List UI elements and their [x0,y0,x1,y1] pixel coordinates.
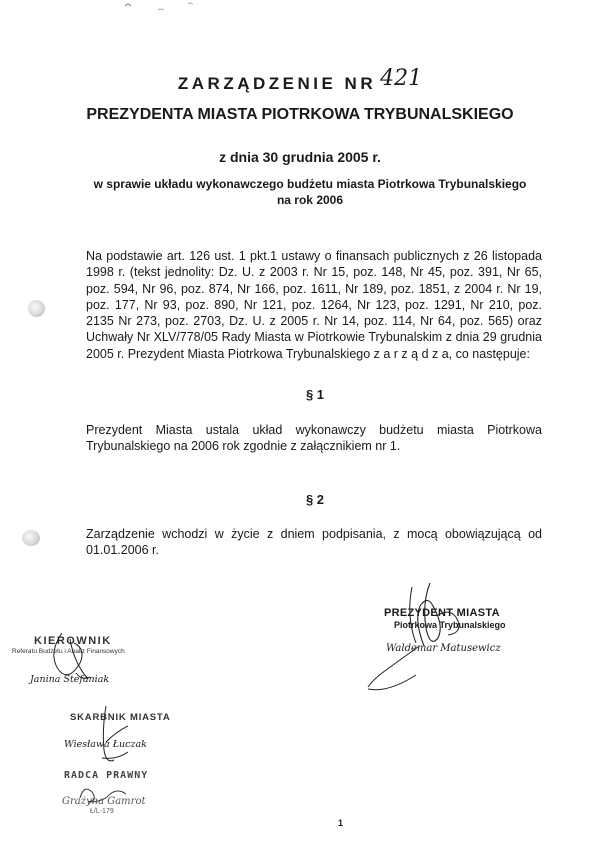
counsel-signature [70,778,140,808]
head-stamp-department: Referatu Budżetu i Analiz Finansowych [12,648,125,655]
section-1-paragraph: Prezydent Miasta ustala układ wykonawczy budżetu miasta Piotrkowa Trybunalskiego na 2006 rok zgodnie z załącznikiem nr 1. [86,423,542,454]
head-signature [40,625,120,695]
president-signature [360,575,480,705]
head-name: Janina Stefaniak [30,674,110,685]
treasurer-name: Wiesława Łuczak [64,739,147,750]
document-date: z dnia 30 grudnia 2005 r. [219,149,381,165]
document-subject [50,176,570,208]
section-2-paragraph: Zarządzenie wchodzi w życie z dniem podpisania, z mocą obowiązującą od 01.01.2006 r. [86,527,542,558]
counsel-name: Grażyna Gamrot [62,796,146,807]
document-number: 421 [380,66,423,91]
punch-hole-lower [22,530,40,546]
president-stamp-city: Piotrkowa Trybunalskiego [394,620,506,630]
punch-hole-upper [28,300,45,317]
subject-line-1: w sprawie układu wykonawczego budżetu miasta Piotrkowa Trybunalskiego [93,177,527,191]
document-subtitle: PREZYDENTA MIASTA PIOTRKOWA TRYBUNALSKIEGO [86,106,514,123]
section-1-heading: § 1 [305,387,325,402]
counsel-license-number: Ł/L-179 [90,808,114,815]
section-2-heading: § 2 [305,492,325,507]
president-name: Waldemar Matusewicz [386,643,501,654]
counsel-stamp-title: RADCA PRAWNY [64,770,149,781]
title-text: ZARZĄDZENIE NR [177,74,377,93]
treasurer-stamp-title: SKARBNIK MIASTA [70,712,171,723]
president-stamp-title: PREZYDENT MIASTA [384,607,500,619]
page-number: 1 [338,818,344,828]
scan-specks [0,0,600,20]
document-title [0,66,600,95]
treasurer-signature [92,700,152,770]
preamble-paragraph: Na podstawie art. 126 ust. 1 pkt.1 ustawy o finansach publicznych z 26 listopada 1998 r. (tekst jednolity: Dz. U. z 2003 r. Nr 15, poz. 148, Nr 45, poz. 391, Nr 65, poz. 594, Nr 96, poz. 874, Nr 166, poz. 1611, Nr 189, poz. 1851, z 2004 r. Nr 19, poz. 177, Nr 93, poz. 890, Nr 121, poz. 1264, Nr 123, poz. 1291, Nr 210, poz. 2135 Nr 273, poz. 2703, Dz. U. z 2005 r. Nr 14, poz. 114, Nr 64, poz. 565) oraz Uchwały Nr XLV/778/05 Rady Miasta w Piotrkowie Trybunalskim z dnia 29 grudnia 2005 r. Prezydent Miasta Piotrkowa Trybunalskiego z a r z ą d z a, co następuje: [86,249,542,361]
subject-line-2: na rok 2006 [276,193,344,207]
head-stamp-title: KIEROWNIK [34,635,112,647]
